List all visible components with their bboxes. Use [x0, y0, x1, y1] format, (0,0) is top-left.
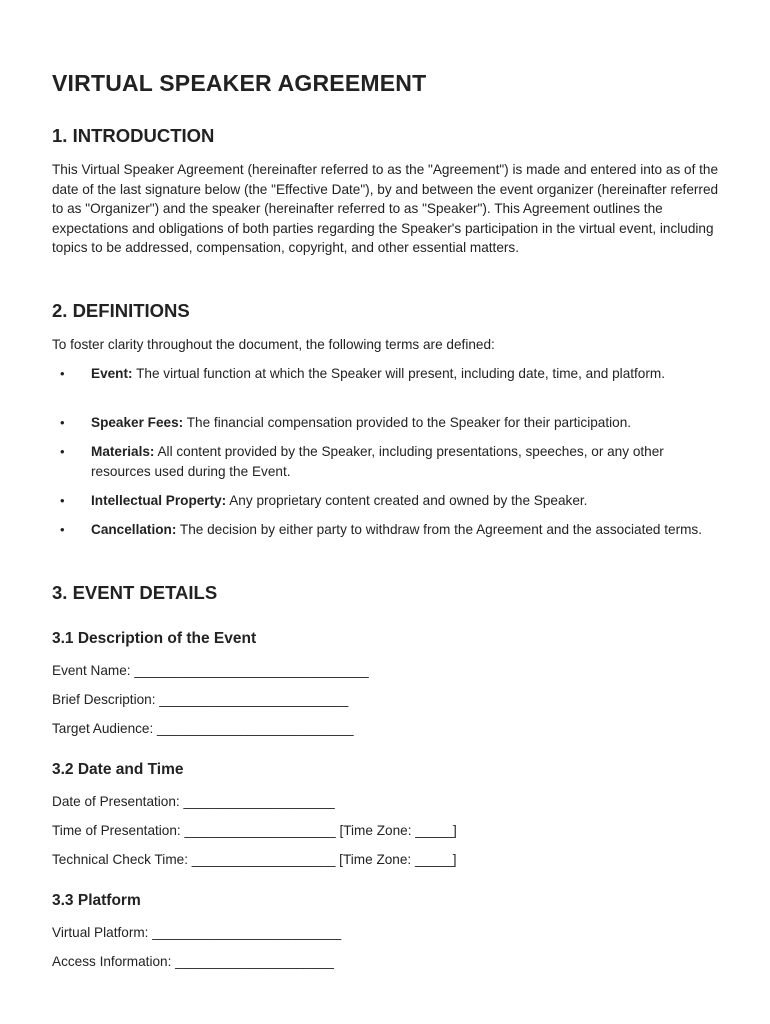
list-item [52, 491, 732, 511]
definition-term: Cancellation: [91, 522, 177, 537]
list-item [52, 442, 732, 481]
definition-term: Event: [91, 366, 133, 381]
section-heading-definitions: 2. DEFINITIONS [52, 300, 190, 321]
definition-term: Intellectual Property: [91, 493, 227, 508]
bullet-icon: • [60, 444, 65, 459]
definition-text: Any proprietary content created and owned by the Speaker. [226, 493, 588, 508]
subsection-heading-description: 3.1 Description of the Event [52, 630, 257, 647]
subsection-heading-platform: 3.3 Platform [52, 892, 141, 909]
bullet-icon: • [60, 522, 65, 537]
bullet-icon: • [60, 415, 65, 430]
list-item [52, 413, 732, 433]
bullet-icon: • [60, 493, 65, 508]
list-item [52, 364, 732, 384]
section-heading-introduction: 1. INTRODUCTION [52, 125, 215, 146]
document-title: VIRTUAL SPEAKER AGREEMENT [52, 70, 427, 96]
definition-term: Speaker Fees: [91, 415, 184, 430]
access-information-field[interactable]: Access Information: _____________________ [52, 954, 334, 969]
definition-term: Materials: [91, 444, 155, 459]
technical-check-time-field[interactable]: Technical Check Time: ___________________ [Time Zone: _____] [52, 852, 457, 867]
definition-text: The virtual function at which the Speaker will present, including date, time, and platform. [132, 366, 665, 381]
date-of-presentation-field[interactable]: Date of Presentation: ____________________ [52, 794, 335, 809]
definition-text: The decision by either party to withdraw from the Agreement and the associated terms. [176, 522, 703, 537]
subsection-heading-date-time: 3.2 Date and Time [52, 761, 184, 778]
virtual-platform-field[interactable]: Virtual Platform: _________________________ [52, 925, 342, 940]
bullet-icon: • [60, 366, 65, 381]
definition-text: All content provided by the Speaker, including presentations, speeches, or any other resources used during the Event. [91, 444, 664, 479]
event-name-field[interactable]: Event Name: _______________________________ [52, 663, 369, 678]
target-audience-field[interactable]: Target Audience: __________________________ [52, 721, 354, 736]
section-heading-event-details: 3. EVENT DETAILS [52, 582, 218, 603]
brief-description-field[interactable]: Brief Description: _________________________ [52, 692, 349, 707]
list-item [52, 520, 732, 540]
definitions-intro: To foster clarity throughout the document, the following terms are defined: [52, 337, 495, 352]
definition-text: The financial compensation provided to the Speaker for their participation. [183, 415, 632, 430]
introduction-paragraph: This Virtual Speaker Agreement (hereinafter referred to as the "Agreement") is made and entered into as of the date of the last signature below (the "Effective Date"), by and between the event organizer (hereinafter referred to as "Organizer") and the speaker (hereinafter referred to as "Speaker"). This Agreement outlines the expectations and obligations of both parties regarding the Speaker's participation in the virtual event, including topics to be addressed, compensation, copyright, and other essential matters. [52, 162, 719, 255]
time-of-presentation-field[interactable]: Time of Presentation: ____________________ [Time Zone: _____] [52, 823, 457, 838]
